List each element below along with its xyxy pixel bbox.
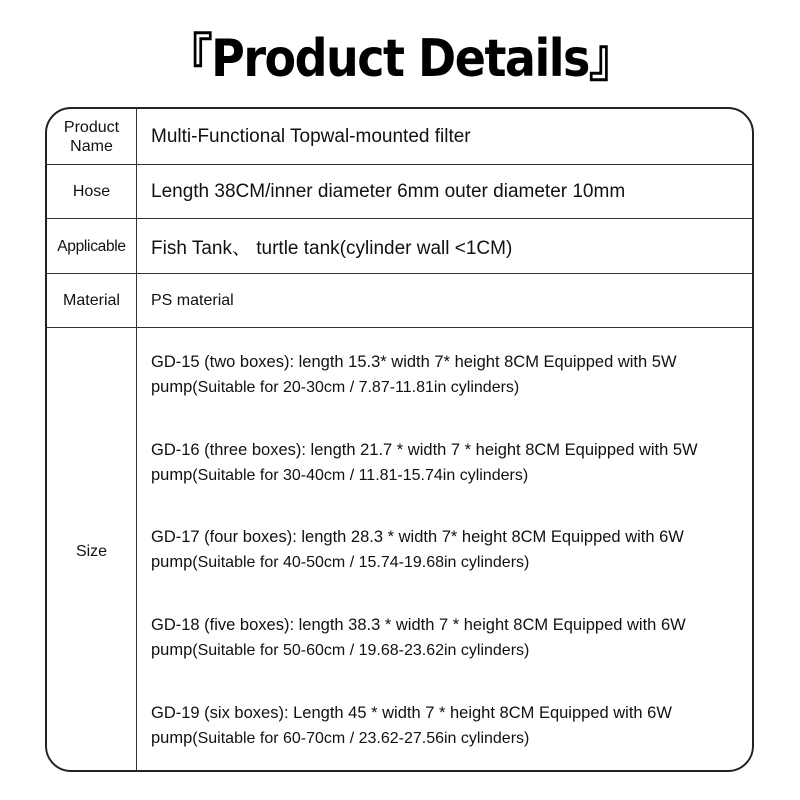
size-list (151, 328, 732, 772)
size-spec: GD-16 (three boxes): length 21.7 * width 7 * height 8CM Equipped with 5W pump (151, 441, 698, 484)
size-suitability: (Suitable for 30-40cm / 11.81-15.74in cylinders) (192, 467, 529, 484)
size-suitability: (Suitable for 20-30cm / 7.87-11.81in cylinders) (192, 379, 520, 396)
size-item (151, 701, 732, 751)
size-item (151, 438, 732, 488)
table-row-hose (47, 165, 752, 219)
row-label: Hose (47, 165, 137, 218)
size-spec: GD-17 (four boxes): length 28.3 * width 7* height 8CM Equipped with 6W pump (151, 528, 684, 571)
product-details-table (45, 107, 754, 772)
row-label: Applicable (47, 219, 137, 273)
row-value: PS material (151, 291, 234, 309)
page-title: 『Product Details』 (166, 28, 634, 89)
size-spec: GD-18 (five boxes): length 38.3 * width 7 * height 8CM Equipped with 6W pump (151, 616, 686, 659)
row-value: Fish Tank、 turtle tank(cylinder wall <1CM) (151, 237, 513, 259)
size-suitability: (Suitable for 50-60cm / 19.68-23.62in cylinders) (192, 642, 530, 659)
size-item (151, 350, 732, 400)
table-row-size (47, 328, 752, 772)
row-label: Product Name (47, 109, 137, 164)
table-row-product-name (47, 109, 752, 165)
size-suitability: (Suitable for 60-70cm / 23.62-27.56in cylinders) (192, 730, 530, 747)
row-label: Size (47, 328, 137, 772)
size-suitability: (Suitable for 40-50cm / 15.74-19.68in cylinders) (192, 554, 530, 571)
size-spec: GD-15 (two boxes): length 15.3* width 7* height 8CM Equipped with 5W pump (151, 353, 677, 396)
size-item (151, 613, 732, 663)
size-item (151, 525, 732, 575)
size-spec: GD-19 (six boxes): Length 45 * width 7 * height 8CM Equipped with 6W pump (151, 704, 672, 747)
table-row-material (47, 274, 752, 328)
row-value: Length 38CM/inner diameter 6mm outer diameter 10mm (151, 180, 626, 202)
row-value: Multi-Functional Topwal-mounted filter (151, 125, 471, 147)
table-row-applicable (47, 219, 752, 274)
row-label: Material (47, 274, 137, 327)
